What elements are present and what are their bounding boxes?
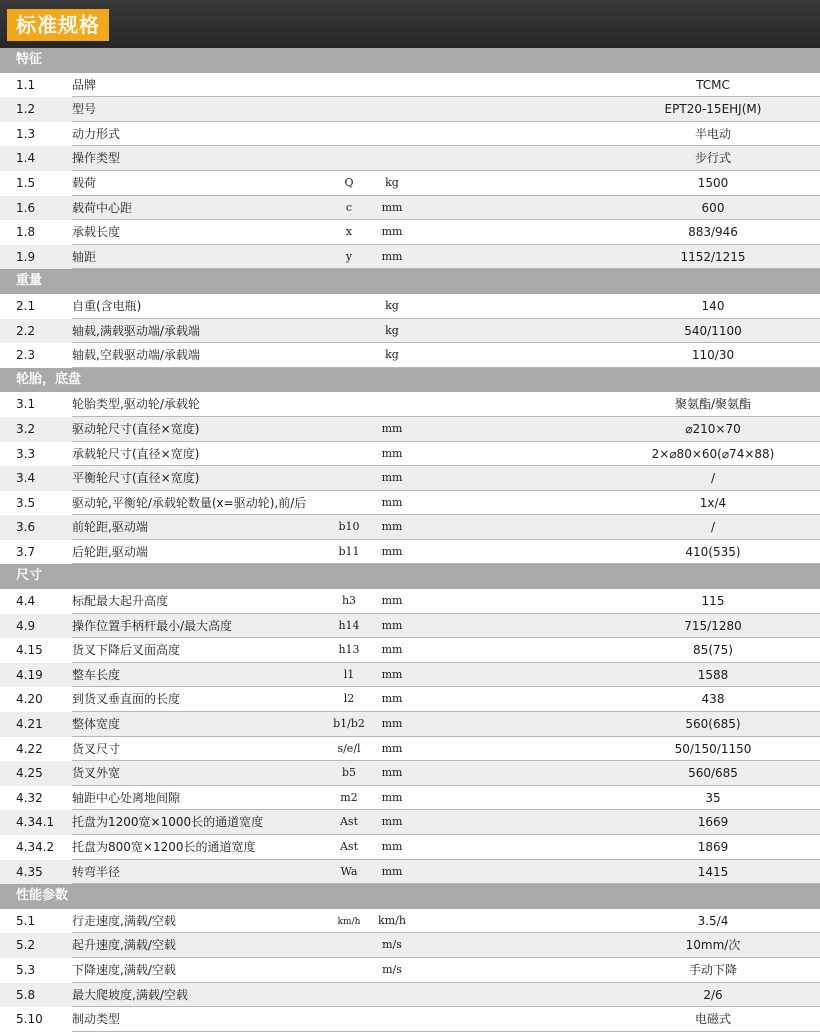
spec-symbol: h3	[341, 594, 357, 608]
spec-symbol: x	[345, 225, 353, 239]
spec-value: 540/1100	[684, 323, 742, 338]
spec-label: 货叉外宽	[72, 766, 121, 781]
spec-value: 手动下降	[688, 962, 737, 977]
spec-row	[0, 958, 820, 983]
page-title: 标准规格	[7, 9, 109, 41]
spec-unit: m/s	[382, 962, 402, 976]
spec-row	[0, 860, 820, 885]
spec-unit: mm	[381, 864, 403, 878]
spec-unit: mm	[381, 667, 403, 681]
spec-symbol: Ast	[339, 815, 359, 829]
header-banner	[0, 0, 820, 48]
spec-label: 后轮距,驱动端	[72, 544, 148, 559]
spec-row	[0, 589, 820, 614]
spec-value: /	[710, 520, 716, 535]
spec-unit: mm	[381, 692, 403, 706]
spec-id: 4.34.1	[16, 815, 55, 830]
spec-symbol: Ast	[339, 840, 359, 853]
spec-unit: mm	[381, 717, 403, 731]
spec-row	[0, 442, 820, 467]
spec-id: 4.9	[16, 618, 36, 633]
spec-id: 3.3	[16, 446, 36, 461]
spec-label: 起升速度,满载/空载	[72, 938, 176, 953]
spec-value: ⌀210×70	[685, 421, 741, 436]
spec-value: 1152/1215	[680, 249, 746, 264]
spec-row	[0, 663, 820, 688]
spec-label: 行走速度,满载/空载	[72, 913, 176, 928]
spec-row	[0, 122, 820, 147]
spec-symbol: l1	[343, 667, 355, 681]
spec-symbol: b10	[338, 520, 360, 534]
spec-row	[0, 343, 820, 368]
spec-unit: mm	[381, 520, 403, 534]
spec-unit: mm	[381, 840, 403, 853]
spec-label: 最大爬坡度,满载/空载	[72, 987, 188, 1002]
spec-unit: mm	[381, 643, 403, 657]
spec-value: TCMC	[696, 77, 730, 92]
spec-unit: mm	[381, 741, 403, 755]
spec-unit: mm	[381, 446, 403, 460]
spec-label: 到货叉垂直面的长度	[72, 692, 181, 707]
spec-id: 4.4	[16, 594, 36, 609]
spec-row	[0, 491, 820, 516]
spec-value: 110/30	[691, 348, 735, 363]
spec-id: 4.32	[16, 790, 43, 805]
spec-row	[0, 146, 820, 171]
spec-row	[0, 786, 820, 811]
spec-value: 600	[701, 200, 725, 215]
spec-symbol: b1/b2	[333, 717, 365, 731]
spec-label: 整体宽度	[72, 717, 121, 732]
spec-row	[0, 638, 820, 663]
spec-id: 4.15	[16, 643, 43, 658]
spec-id: 5.2	[16, 938, 36, 953]
spec-unit: mm	[381, 421, 403, 435]
spec-id: 2.3	[16, 348, 36, 363]
section-header: 特征	[0, 48, 820, 73]
spec-row	[0, 983, 820, 1008]
spec-unit: kg	[385, 298, 399, 312]
spec-value: EPT20-15EHJ(M)	[664, 102, 762, 117]
spec-label: 货叉下降后叉面高度	[72, 643, 181, 658]
spec-value: 3.5/4	[697, 913, 729, 928]
spec-row	[0, 687, 820, 712]
spec-id: 5.8	[16, 987, 36, 1002]
spec-id: 1.5	[16, 175, 36, 190]
spec-value: 步行式	[694, 151, 731, 166]
spec-id: 4.25	[16, 766, 43, 781]
spec-label: 操作位置手柄杆最小/最大高度	[72, 618, 233, 633]
spec-label: 制动类型	[72, 1012, 121, 1027]
spec-unit: mm	[381, 594, 403, 608]
spec-value: 10mm/次	[685, 938, 741, 953]
spec-row	[0, 1007, 820, 1032]
spec-symbol: m2	[340, 790, 358, 804]
spec-label: 轴距中心处离地间隙	[72, 790, 181, 805]
spec-value: 560/685	[688, 766, 738, 781]
section-header: 重量	[0, 269, 820, 294]
spec-row	[0, 417, 820, 442]
spec-symbol: c	[345, 200, 353, 214]
spec-value: 35	[705, 790, 721, 805]
spec-row	[0, 73, 820, 98]
spec-unit: mm	[381, 495, 403, 509]
spec-unit: mm	[381, 200, 403, 214]
spec-id: 5.1	[16, 913, 36, 928]
spec-value: 50/150/1150	[674, 741, 752, 756]
spec-id: 3.4	[16, 471, 36, 486]
spec-label: 型号	[72, 102, 97, 117]
spec-row	[0, 466, 820, 491]
spec-id: 5.10	[16, 1012, 43, 1027]
spec-row	[0, 835, 820, 860]
spec-row	[0, 294, 820, 319]
spec-label: 托盘为1200宽×1000长的通道宽度	[72, 815, 264, 830]
spec-label: 转弯半径	[72, 864, 121, 879]
spec-value: 715/1280	[684, 618, 742, 633]
spec-symbol: l2	[343, 692, 355, 706]
spec-id: 4.20	[16, 692, 43, 707]
spec-unit: mm	[381, 790, 403, 804]
spec-symbol: km/h	[337, 916, 361, 927]
spec-label: 整车长度	[72, 667, 121, 682]
spec-row	[0, 909, 820, 934]
spec-label: 下降速度,满载/空载	[72, 962, 176, 977]
spec-value: 560(685)	[685, 717, 741, 732]
spec-table	[0, 48, 820, 1032]
spec-label: 轴距	[72, 249, 97, 264]
spec-value: 聚氨酯/聚氨酯	[674, 397, 752, 412]
spec-label: 动力形式	[72, 126, 121, 141]
spec-label: 操作类型	[72, 151, 121, 166]
spec-label: 驱动轮尺寸(直径×宽度)	[72, 421, 200, 436]
spec-label: 承载轮尺寸(直径×宽度)	[72, 446, 200, 461]
spec-id: 4.19	[16, 667, 43, 682]
spec-value: 2/6	[703, 987, 723, 1002]
spec-id: 1.9	[16, 249, 36, 264]
spec-id: 1.1	[16, 77, 36, 92]
spec-row	[0, 220, 820, 245]
spec-label: 平衡轮尺寸(直径×宽度)	[72, 471, 200, 486]
spec-value: 半电动	[694, 126, 731, 141]
spec-label: 轴载,满载驱动端/承载端	[72, 323, 200, 338]
spec-value: 1x/4	[699, 495, 727, 510]
spec-symbol: y	[345, 249, 353, 263]
spec-row	[0, 171, 820, 196]
spec-unit: mm	[381, 471, 403, 485]
spec-row	[0, 933, 820, 958]
spec-value: 1869	[697, 840, 729, 854]
spec-id: 3.6	[16, 520, 36, 535]
spec-id: 2.1	[16, 298, 36, 313]
spec-symbol: h13	[338, 643, 360, 657]
spec-label: 自重(含电瓶)	[72, 298, 142, 313]
spec-label: 前轮距,驱动端	[72, 520, 148, 535]
spec-label: 轴载,空载驱动端/承载端	[72, 348, 200, 363]
spec-id: 1.3	[16, 126, 36, 141]
spec-id: 3.2	[16, 421, 36, 436]
spec-id: 3.7	[16, 544, 36, 559]
spec-unit: m/s	[382, 938, 402, 952]
spec-value: 1500	[697, 175, 729, 190]
spec-row	[0, 515, 820, 540]
spec-row	[0, 614, 820, 639]
spec-row	[0, 392, 820, 417]
spec-id: 3.1	[16, 397, 36, 412]
section-header: 性能参数	[0, 884, 820, 909]
spec-id: 3.5	[16, 495, 36, 510]
spec-id: 4.34.2	[16, 840, 55, 854]
spec-label: 载荷	[72, 175, 97, 190]
spec-value: 115	[701, 594, 725, 609]
spec-id: 1.6	[16, 200, 36, 215]
spec-unit: mm	[381, 225, 403, 239]
spec-symbol: b11	[338, 544, 360, 558]
spec-unit: kg	[385, 323, 399, 337]
spec-unit: mm	[381, 618, 403, 632]
spec-id: 2.2	[16, 323, 36, 338]
spec-id: 4.21	[16, 717, 43, 732]
spec-row	[0, 97, 820, 122]
spec-value: 电磁式	[694, 1012, 731, 1027]
spec-label: 轮胎类型,驱动轮/承载轮	[72, 397, 200, 412]
section-header: 轮胎，底盘	[0, 368, 820, 393]
spec-symbol: Q	[344, 175, 354, 189]
spec-label: 品牌	[72, 77, 97, 92]
spec-id: 1.2	[16, 102, 36, 117]
spec-row	[0, 737, 820, 762]
section-header: 尺寸	[0, 564, 820, 589]
spec-unit: mm	[381, 249, 403, 263]
spec-label: 载荷中心距	[72, 200, 133, 215]
spec-value: 1588	[697, 667, 729, 682]
spec-label: 托盘为800宽×1200长的通道宽度	[72, 840, 256, 854]
spec-unit: km/h	[378, 913, 406, 927]
spec-row	[0, 319, 820, 344]
spec-value: 2×⌀80×60(⌀74×88)	[651, 446, 775, 461]
spec-value: 883/946	[688, 225, 738, 240]
spec-row	[0, 540, 820, 565]
spec-symbol: h14	[338, 618, 360, 632]
spec-value: 1415	[697, 864, 729, 879]
spec-label: 标配最大起升高度	[72, 594, 169, 609]
spec-row	[0, 761, 820, 786]
spec-value: 85(75)	[693, 643, 733, 658]
spec-id: 4.22	[16, 741, 43, 756]
spec-row	[0, 712, 820, 737]
spec-id: 1.8	[16, 225, 36, 240]
spec-unit: mm	[381, 544, 403, 558]
spec-id: 1.4	[16, 151, 36, 166]
spec-value: 410(535)	[685, 544, 741, 559]
spec-symbol: s/e/l	[337, 741, 361, 755]
spec-value: 438	[701, 692, 725, 707]
spec-value: /	[710, 471, 716, 486]
spec-id: 5.3	[16, 962, 36, 977]
spec-symbol: b5	[341, 766, 357, 780]
spec-row	[0, 245, 820, 270]
spec-value: 1669	[697, 815, 729, 830]
spec-label: 货叉尺寸	[72, 741, 121, 756]
spec-unit: mm	[381, 766, 403, 780]
spec-label: 承载长度	[72, 225, 121, 240]
spec-id: 4.35	[16, 864, 43, 879]
spec-value: 140	[701, 298, 725, 313]
spec-unit: kg	[385, 175, 399, 189]
spec-row	[0, 196, 820, 221]
spec-symbol: Wa	[340, 864, 358, 878]
spec-unit: kg	[385, 348, 399, 362]
spec-label: 驱动轮,平衡轮/承载轮数量(x=驱动轮),前/后	[72, 495, 307, 510]
spec-unit: mm	[381, 815, 403, 829]
spec-row	[0, 810, 820, 835]
